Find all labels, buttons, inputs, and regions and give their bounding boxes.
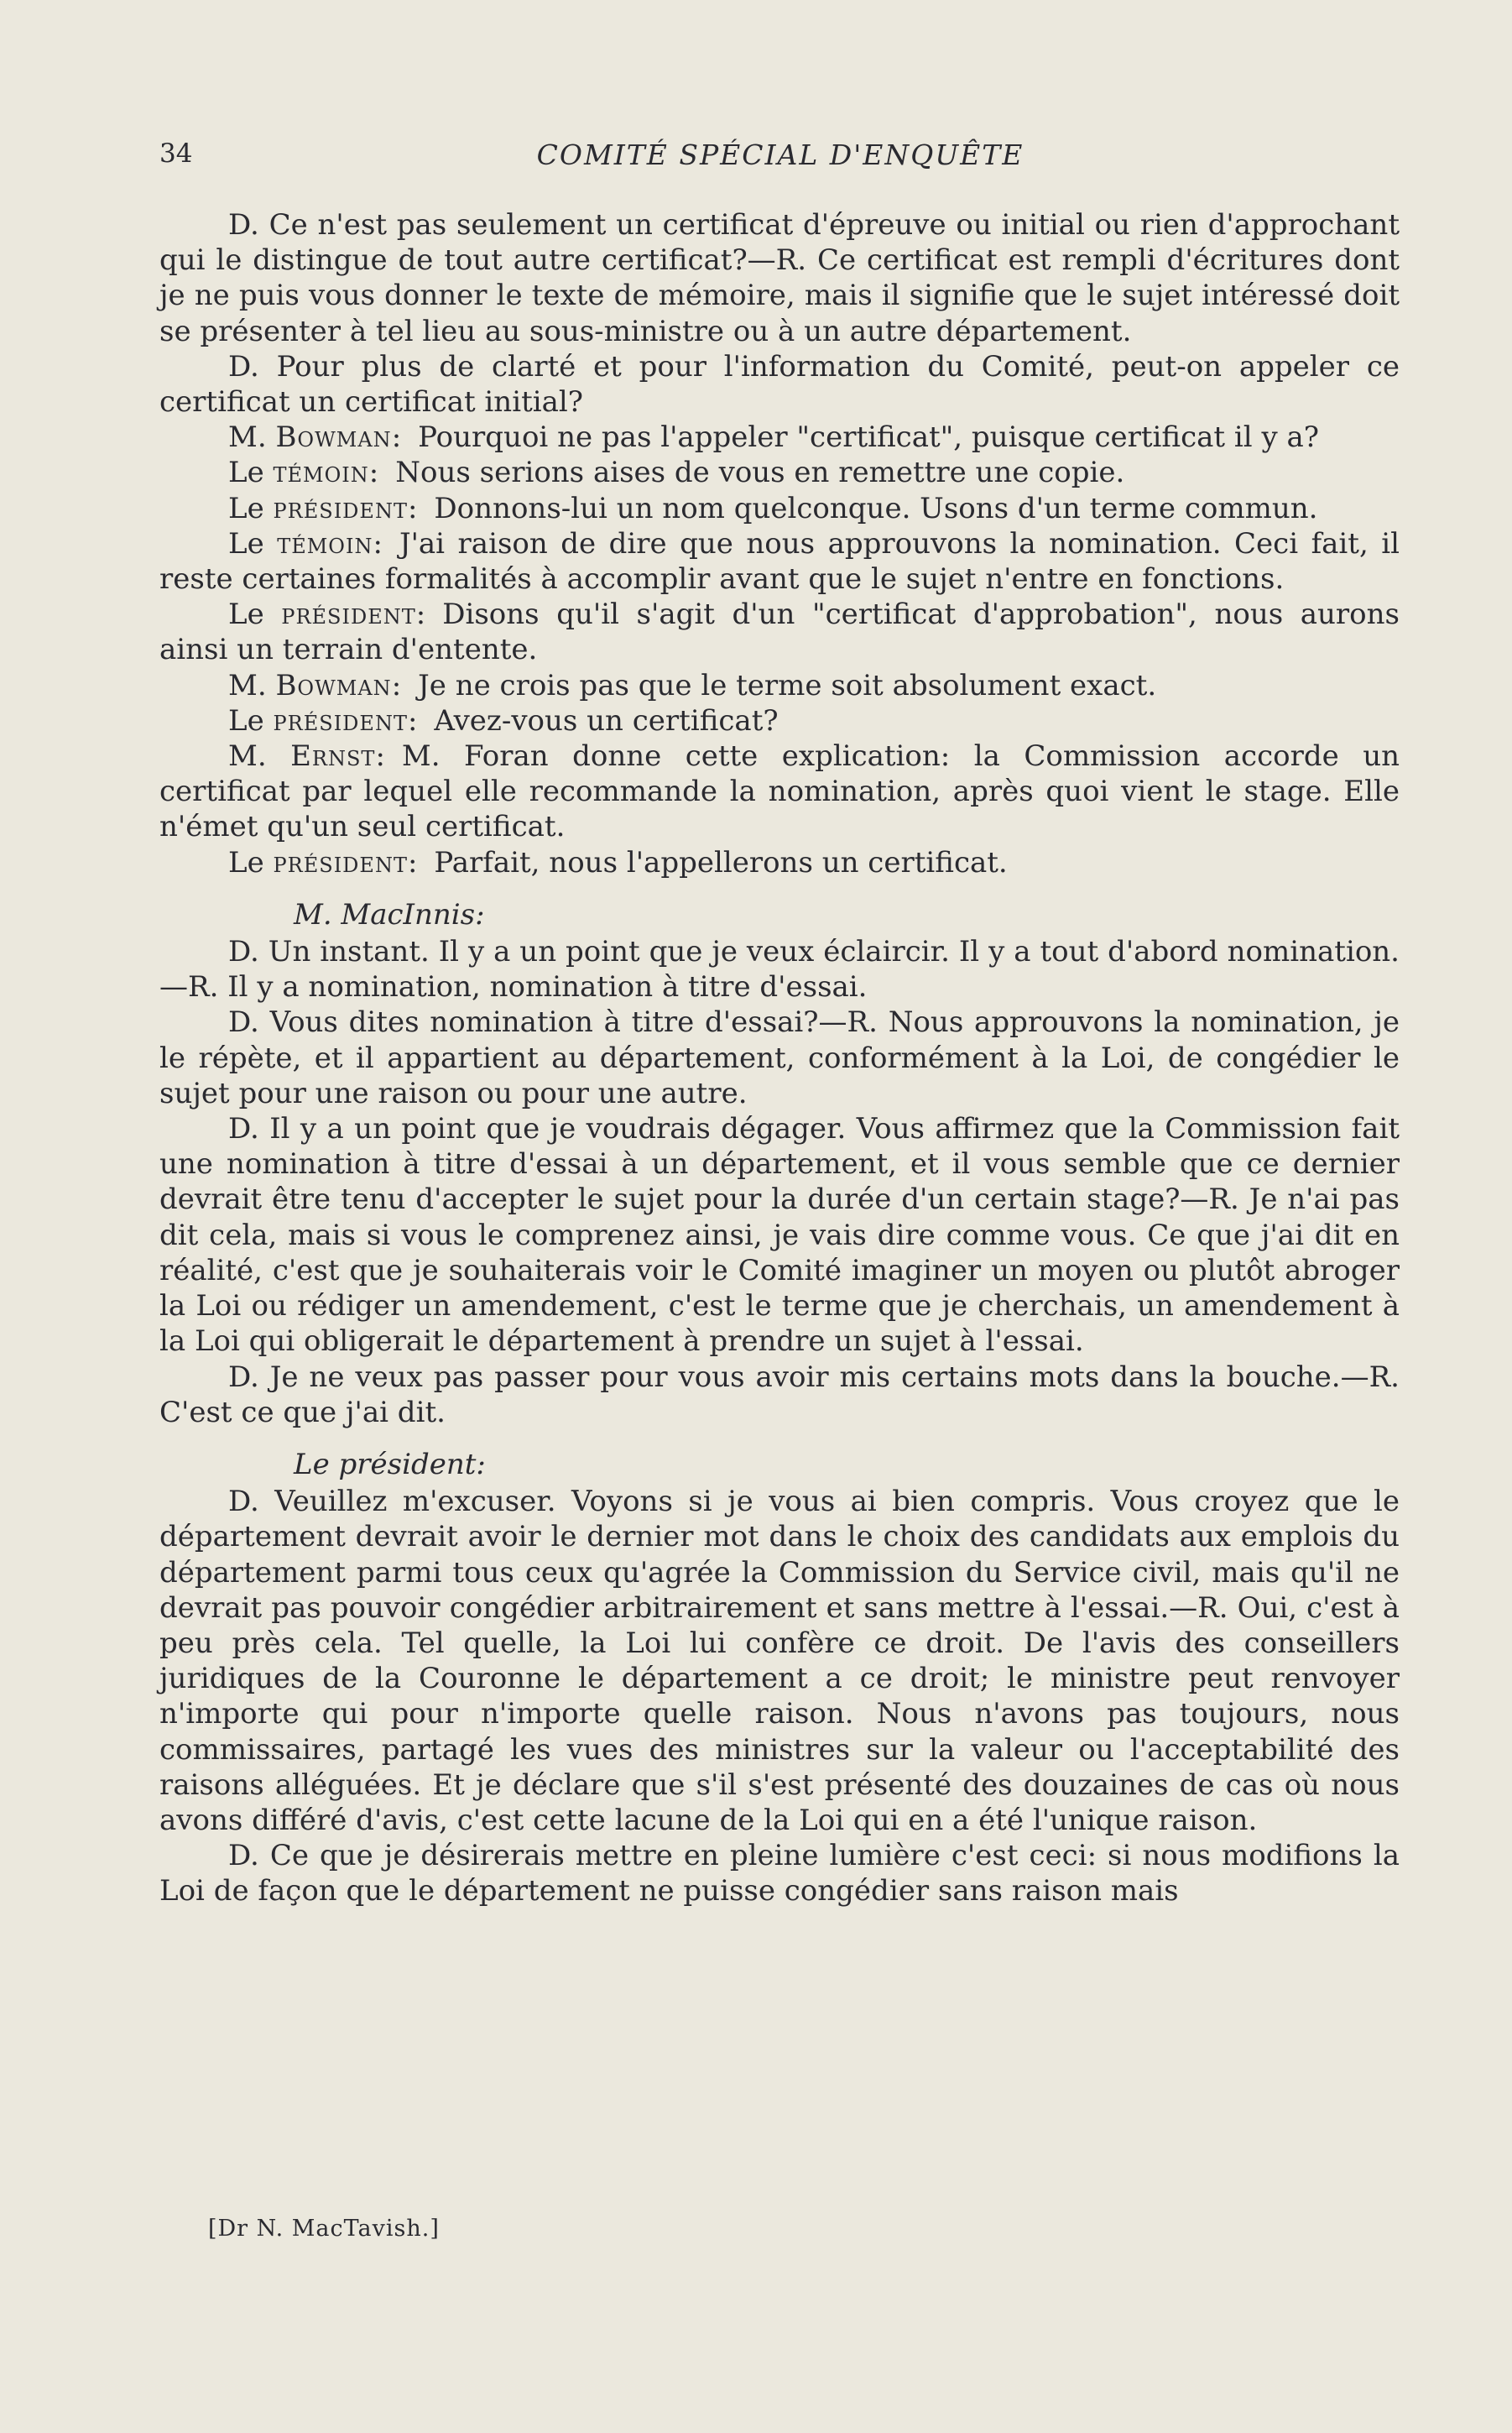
speaker-prefix: Le (228, 845, 274, 880)
speaker-paragraph (159, 491, 1400, 526)
question-answer-paragraph: D. Ce que je désirerais mettre en pleine lumière c'est ceci: si nous modifions la Loi de façon que le département ne puisse congédier sans raison mais (159, 1839, 1400, 1908)
speaker-colon: : (391, 420, 402, 455)
speech-text: J'ai raison de dire que nous approuvons la nomination. Ceci fait, il reste certaines formalités à accomplir avant que le sujet n'entre en fonctions. (159, 526, 1400, 597)
speaker-prefix: Le (228, 703, 274, 738)
speaker-name: président (273, 845, 408, 880)
speech-text: Disons qu'il s'agit d'un "certificat d'approbation", nous aurons ainsi un terrain d'entente. (159, 598, 1400, 667)
speaker-prefix: Le (228, 526, 278, 561)
speaker-paragraph (159, 703, 1400, 739)
speaker-prefix: Le (228, 456, 274, 490)
speaker-colon: : (391, 668, 402, 702)
speaker-paragraph (159, 455, 1400, 490)
speech-text: Parfait, nous l'appellerons un certificat. (434, 845, 1008, 880)
page-number: 34 (159, 138, 193, 169)
speaker-paragraph (159, 597, 1400, 667)
speaker-prefix: M. (228, 668, 276, 702)
speaker-name: Bowman (275, 668, 392, 702)
question-answer-paragraph: D. Pour plus de clarté et pour l'information du Comité, peut-on appeler ce certificat un certificat initial? (159, 349, 1400, 420)
speech-text: Donnons-lui un nom quelconque. Usons d'un terme commun. (434, 491, 1318, 525)
witness-footer: [Dr N. MacTavish.] (208, 2216, 440, 2242)
page-header (159, 138, 1401, 180)
speaker-name: Ernst (290, 739, 376, 774)
speaker-colon: : (407, 703, 418, 738)
question-answer-paragraph: D. Vous dites nomination à titre d'essai?—R. Nous approuvons la nomination, je le répète, et il appartient au département, conformément à la Loi, de congédier le sujet pour une raison ou pour une autre. (159, 1005, 1400, 1110)
speaker-colon: : (415, 598, 426, 632)
speaker-name: président (273, 491, 408, 525)
speaker-paragraph (159, 526, 1400, 597)
speaker-name: témoin (277, 526, 373, 561)
speaker-colon: : (373, 526, 383, 561)
speech-text: Pourquoi ne pas l'appeler "certificat", puisque certificat il y a? (418, 420, 1319, 455)
speaker-colon: : (407, 491, 418, 525)
speech-text: Avez-vous un certificat? (434, 703, 779, 738)
speech-text: Nous serions aises de vous en remettre une copie. (395, 456, 1125, 490)
section-heading: Le président: (294, 1447, 486, 1481)
speaker-name: président (281, 598, 416, 632)
speaker-paragraph (159, 845, 1400, 880)
transcript-body (159, 207, 1400, 1909)
question-answer-paragraph: D. Un instant. Il y a un point que je veux éclaircir. Il y a tout d'abord nomination.—R. Il y a nomination, nomination à titre d'essai. (159, 935, 1400, 1005)
speaker-name: Bowman (275, 420, 392, 455)
speaker-prefix: M. (228, 739, 291, 774)
speaker-name: président (273, 703, 408, 738)
speaker-colon: : (407, 845, 418, 880)
speech-text: M. Foran donne cette explication: la Commission accorde un certificat par lequel elle recommande la nomination, après quoi vient le stage. Elle n'émet qu'un seul certificat. (159, 739, 1400, 844)
running-title: COMITÉ SPÉCIAL D'ENQUÊTE (536, 138, 1025, 171)
question-answer-paragraph: D. Je ne veux pas passer pour vous avoir mis certains mots dans la bouche.—R. C'est ce que j'ai dit. (159, 1360, 1400, 1429)
speaker-name: témoin (273, 456, 369, 490)
question-answer-paragraph: D. Il y a un point que je voudrais dégager. Vous affirmez que la Commission fait une nomination à titre d'essai à un département, et il vous semble que ce dernier devrait être tenu d'accepter le sujet pour la durée d'un certain stage?—R. Je n'ai pas dit cela, mais si vous le comprenez ainsi, je vais dire comme vous. Ce que j'ai dit en réalité, c'est que je souhaiterais voir le Comité imaginer un moyen ou plutôt abroger la Loi ou rédiger un amendement, c'est le terme que je cherchais, un amendement à la Loi qui obligerait le département à prendre un sujet à l'essai. (159, 1112, 1400, 1359)
speech-text: Je ne crois pas que le terme soit absolument exact. (418, 668, 1157, 702)
speaker-paragraph (159, 739, 1400, 845)
speaker-colon: : (375, 739, 385, 774)
question-answer-paragraph: D. Ce n'est pas seulement un certificat d'épreuve ou initial ou rien d'approchant qui le distingue de tout autre certificat?—R. Ce certificat est rempli d'écritures dont je ne puis vous donner le texte de mémoire, mais il signifie que le sujet intéressé doit se présenter à tel lieu au sous-ministre ou à un autre département. (159, 208, 1400, 348)
speaker-colon: : (368, 456, 379, 490)
section-heading: M. MacInnis: (294, 897, 485, 932)
question-answer-paragraph: D. Veuillez m'excuser. Voyons si je vous ai bien compris. Vous croyez que le département devrait avoir le dernier mot dans le choix des candidats aux emplois du département parmi tous ceux qu'agrée la Commission du Service civil, mais qu'il ne devrait pas pouvoir congédier arbitrairement et sans mettre à l'essai.—R. Oui, c'est à peu près cela. Tel quelle, la Loi lui confère ce droit. De l'avis des conseillers juridiques de la Couronne le département a ce droit; le ministre peut renvoyer n'importe qui pour n'importe quelle raison. Nous n'avons pas toujours, nous commissaires, partagé les vues des ministres sur la valeur ou l'acceptabilité des raisons alléguées. Et je déclare que s'il s'est présenté des douzaines de cas où nous avons différé d'avis, c'est cette lacune de la Loi qui en a été l'unique raison. (159, 1485, 1400, 1837)
speaker-prefix: Le (228, 491, 274, 525)
speaker-prefix: Le (228, 598, 282, 632)
speaker-prefix: M. (228, 420, 276, 455)
speaker-paragraph (159, 668, 1400, 703)
speaker-paragraph (159, 420, 1400, 455)
